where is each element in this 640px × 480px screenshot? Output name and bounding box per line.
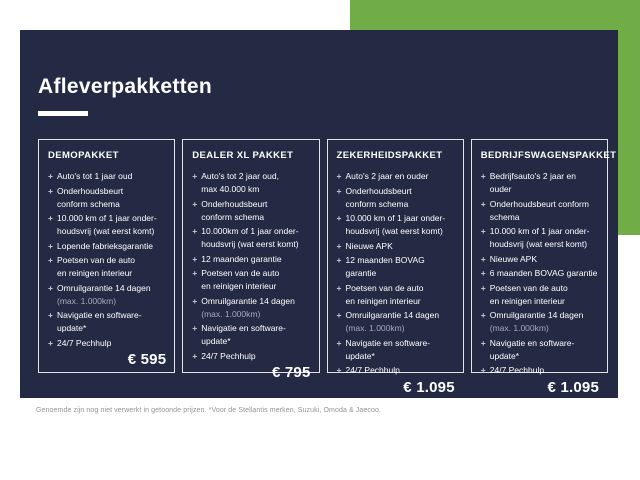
package-item xyxy=(192,350,310,363)
plus-bullet-icon: + xyxy=(336,213,342,223)
package-item xyxy=(481,282,599,308)
package-price: € 795 xyxy=(271,364,311,381)
plus-bullet-icon: + xyxy=(480,226,486,236)
plus-bullet-icon: + xyxy=(192,350,198,361)
item-text: Poetsen van de auto en reinigen interieur xyxy=(345,282,424,306)
package-card xyxy=(471,139,617,396)
package-item xyxy=(192,267,310,293)
package-item xyxy=(337,170,455,183)
plus-bullet-icon: + xyxy=(48,310,53,320)
package-price: € 1.095 xyxy=(547,378,599,396)
plus-bullet-icon: + xyxy=(480,282,486,293)
package-card xyxy=(38,139,175,373)
plus-bullet-icon: + xyxy=(336,310,342,320)
plus-bullet-icon: + xyxy=(480,268,486,278)
package-item xyxy=(481,225,599,251)
package-item xyxy=(48,212,166,238)
item-text: 24/7 Pechhulp xyxy=(345,365,400,375)
package-item xyxy=(48,185,166,211)
plus-bullet-icon: + xyxy=(192,295,198,306)
plus-bullet-icon: + xyxy=(336,365,342,375)
package-item xyxy=(481,198,599,224)
item-text: 10.000 km of 1 jaar onder- houdsvrij (wat eerst komt) xyxy=(489,226,590,249)
package-price: € 595 xyxy=(127,351,167,368)
item-text: Omruilgarantie 14 dagen (max. 1.000km) xyxy=(489,310,584,333)
package-item xyxy=(337,309,455,335)
plus-bullet-icon: + xyxy=(192,226,198,236)
package-item xyxy=(48,240,166,253)
item-text: Navigatie en software-update* xyxy=(57,310,142,333)
plus-bullet-icon: + xyxy=(336,240,342,251)
package-item-list xyxy=(481,170,599,379)
package-item xyxy=(481,170,599,196)
package-item-list xyxy=(337,170,455,379)
package-card-title: BEDRIJFSWAGENSPAKKET xyxy=(480,150,617,161)
item-text: Nieuwe APK xyxy=(489,253,537,264)
package-card-title: ZEKERHEIDSPAKKET xyxy=(336,150,443,161)
item-text: 24/7 Pechhulp xyxy=(201,350,256,361)
package-item xyxy=(481,337,599,363)
plus-bullet-icon: + xyxy=(48,255,53,265)
package-item xyxy=(192,322,310,348)
plus-bullet-icon: + xyxy=(480,310,486,320)
item-text: 24/7 Pechhulp xyxy=(489,365,545,375)
package-item xyxy=(192,225,310,251)
item-text: Auto's tot 2 jaar oud, max 40.000 km xyxy=(201,171,279,194)
packages-row xyxy=(38,139,617,396)
plus-bullet-icon: + xyxy=(336,337,342,348)
package-item xyxy=(481,309,599,335)
item-text: 12 maanden garantie xyxy=(201,253,282,264)
item-text: 10.000km of 1 jaar onder- houdsvrij (wat eerst komt) xyxy=(201,226,299,249)
plus-bullet-icon: + xyxy=(192,198,198,209)
package-item xyxy=(192,295,310,321)
plus-bullet-icon: + xyxy=(336,282,342,293)
plus-bullet-icon: + xyxy=(480,337,486,348)
package-item xyxy=(337,254,455,280)
plus-bullet-icon: + xyxy=(192,253,198,264)
item-text: Navigatie en software-update* xyxy=(345,337,431,361)
packages-panel xyxy=(20,30,618,398)
plus-bullet-icon: + xyxy=(480,171,486,181)
plus-bullet-icon: + xyxy=(48,337,53,348)
plus-bullet-icon: + xyxy=(480,365,486,375)
plus-bullet-icon: + xyxy=(336,171,342,181)
item-text: 24/7 Pechhulp xyxy=(57,337,112,348)
plus-bullet-icon: + xyxy=(192,171,198,181)
item-text: 10.000 km of 1 jaar onder- houdsvrij (wat eerst komt) xyxy=(57,213,157,236)
item-text: Lopende fabrieksgarantie xyxy=(57,240,153,251)
plus-bullet-icon: + xyxy=(192,268,198,278)
package-item xyxy=(337,337,455,363)
item-text: Onderhoudsbeurt conform schema xyxy=(489,198,589,222)
plus-bullet-icon: + xyxy=(480,198,486,209)
package-item xyxy=(337,282,455,308)
plus-bullet-icon: + xyxy=(336,185,342,196)
item-text: 12 maanden BOVAG garantie xyxy=(345,255,425,278)
item-text: Navigatie en software-update* xyxy=(201,323,286,346)
item-text: Auto's 2 jaar en ouder xyxy=(345,171,429,181)
package-item xyxy=(481,364,599,377)
plus-bullet-icon: + xyxy=(48,282,53,293)
package-item xyxy=(48,309,166,335)
item-text: 10.000 km of 1 jaar onder- houdsvrij (wat eerst komt) xyxy=(345,213,446,236)
package-item xyxy=(48,282,166,308)
package-item xyxy=(337,185,455,211)
item-text: Onderhoudsbeurt conform schema xyxy=(201,198,268,222)
plus-bullet-icon: + xyxy=(192,323,198,333)
plus-bullet-icon: + xyxy=(48,213,53,223)
item-text: Onderhoudsbeurt conform schema xyxy=(345,185,412,209)
package-item xyxy=(48,170,166,183)
item-text: Poetsen van de auto en reinigen interieur xyxy=(57,255,135,278)
package-item xyxy=(192,170,310,196)
package-item xyxy=(48,337,166,350)
package-card xyxy=(327,139,464,396)
plus-bullet-icon: + xyxy=(48,171,53,181)
item-text: Nieuwe APK xyxy=(345,240,393,251)
package-item-list xyxy=(192,170,310,364)
package-item xyxy=(481,253,599,266)
item-text: Bedrijfsauto's 2 jaar en ouder xyxy=(489,171,576,194)
item-text: Poetsen van de auto en reinigen interieur xyxy=(489,282,568,306)
package-card-title: DEALER XL PAKKET xyxy=(192,150,294,161)
item-text: Omruilgarantie 14 dagen (max. 1.000km) xyxy=(201,295,295,319)
package-item xyxy=(192,198,310,224)
item-text: Navigatie en software-update* xyxy=(489,337,575,361)
footnote: Genoemde zijn nog niet verwerkt in getoonde prijzen. *Voor de Stellantis merken, Suzuki, Omoda & Jaecoo. xyxy=(36,407,382,414)
plus-bullet-icon: + xyxy=(48,185,53,196)
package-item xyxy=(481,267,599,280)
package-card xyxy=(182,139,319,381)
package-item xyxy=(337,364,455,377)
plus-bullet-icon: + xyxy=(336,255,342,265)
item-text: Omruilgarantie 14 dagen (max. 1.000km) xyxy=(57,282,151,306)
package-item-list xyxy=(48,170,166,351)
item-text: Auto's tot 1 jaar oud xyxy=(57,171,133,181)
package-item xyxy=(337,212,455,238)
page-title: Afleverpakketten xyxy=(38,75,213,98)
plus-bullet-icon: + xyxy=(480,253,486,264)
package-item xyxy=(192,253,310,266)
package-item xyxy=(48,254,166,280)
title-underline xyxy=(38,111,88,116)
package-price: € 1.095 xyxy=(403,378,455,396)
item-text: Omruilgarantie 14 dagen (max. 1.000km) xyxy=(345,310,440,333)
item-text: 6 maanden BOVAG garantie xyxy=(489,268,598,278)
item-text: Onderhoudsbeurt conform schema xyxy=(57,185,124,209)
item-text: Poetsen van de auto en reinigen interieur xyxy=(201,268,280,291)
package-item xyxy=(337,240,455,253)
plus-bullet-icon: + xyxy=(48,240,53,251)
package-card-title: DEMOPAKKET xyxy=(48,150,119,161)
